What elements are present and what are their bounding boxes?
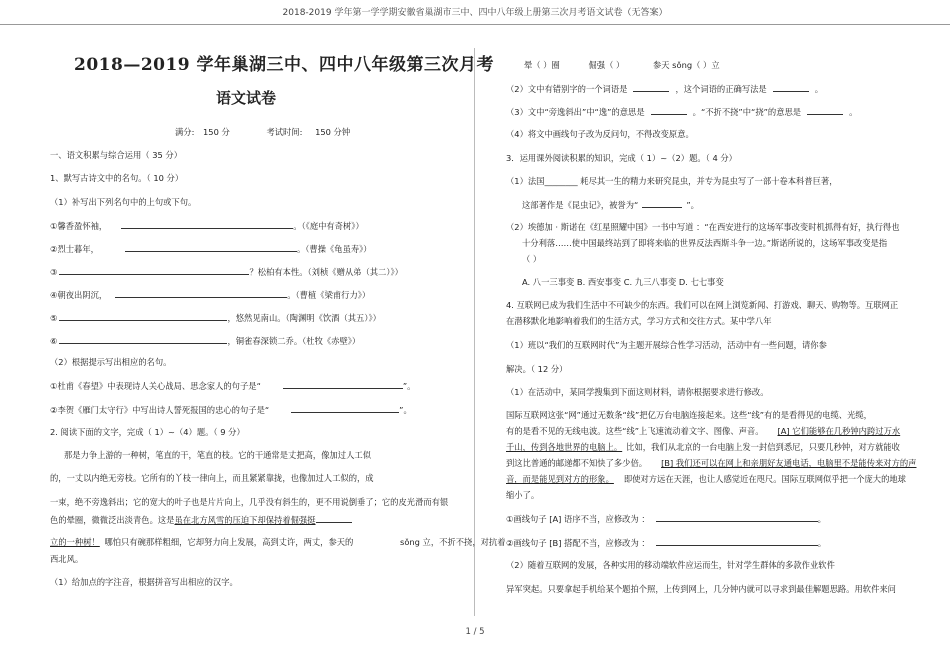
score-label: 满分: — [175, 127, 195, 137]
material-line-2: 有的是看不见的无线电波。这些“线”上飞速流动着文字、图像、声音。 [A] 它们能够在几秒钟内跨过万水 — [506, 426, 901, 436]
reading-line-5: 立的一种树！ 哪怕只有碗那样粗细，它却努力向上发展，高到丈许，两丈，参天的 sǒng 立，不折不挠，对抗着 — [50, 537, 506, 547]
answer-blank — [656, 513, 818, 522]
answer-blank — [656, 537, 818, 546]
right-q3-1: （1）法国________ 耗尽其一生的精力来研究昆虫，并专为昆虫写了一部十卷本科普巨著， — [506, 176, 838, 186]
poem-line-1: ①馨香盈怀袖， 。（《庭中有奇树》） — [50, 221, 364, 231]
right-q4-2b: 异军突起。只要拿起手机给某个题拍个照，上传到网上，几分钟内就可以寻求到最佳解题思路。用软件来问 — [506, 584, 896, 594]
answer-blank — [59, 312, 227, 321]
poem-line-4: ④朝夜出阴沉， 。（曹植《梁甫行力》） — [50, 290, 371, 300]
exam-title: 2018—2019 学年巢湖三中、四中八年级第三次月考 — [74, 55, 495, 75]
answer-blank — [633, 83, 669, 92]
revision-b: ②画线句子 [B] 搭配不当，应修改为 ： 。 — [506, 538, 826, 548]
right-q3-1b: 这部著作是《昆虫记》，被誉为“ ”。 — [522, 200, 699, 210]
right-q3-2c: （ ） — [522, 254, 542, 264]
right-q4-2: （2）随着互联网的发展，各种实用的移动端软件应运而生，针对学生群体的多款作业软件 — [506, 560, 835, 570]
answer-blank — [283, 380, 403, 389]
answer-blank — [125, 243, 297, 252]
reading-line-4: 色的晕圈，微微泛出淡青色。这是虽在北方风雪的压迫下却保持着倔强挺 — [50, 514, 352, 525]
poem-line-2: ②烈士暮年， 。（曹操《龟虽寿》） — [50, 244, 372, 254]
underlined-sentence-b: [B] 我们还可以在网上和亲朋好友通电话，电脑里不是能传来对方的声 — [661, 458, 917, 468]
material-line-1: 国际互联网这张“网”通过无数条“线”把亿万台电脑连接起来。这些“线”有的是看得见的电缆、光缆， — [506, 410, 872, 420]
answer-blank — [115, 289, 287, 298]
question-2-1: （1）给加点的字注音，根据拼音写出相应的汉字。 — [50, 577, 238, 587]
underlined-sentence-end: 立的一种树！ — [50, 537, 100, 547]
right-q3-options: A. 八一三事变 B. 西安事变 C. 九三八事变 D. 七七事变 — [522, 277, 724, 287]
answer-blank — [121, 220, 293, 229]
question-4b: 在潜移默化地影响着我们的生活方式，学习方式和交往方式。某中学八年 — [506, 316, 772, 326]
poem-line-6: ⑥ ，铜雀春深锁二乔。（杜牧《赤壁》） — [50, 336, 361, 346]
pinyin-row: 晕（ ）圈 倔强（ ） 参天 sǒng（ ）立 — [524, 60, 720, 70]
right-q2-2: （2）文中有错别字的一个词语是 ，这个词语的正确写法是 。 — [506, 84, 824, 94]
exam-subtitle: 语文试卷 — [216, 89, 277, 107]
answer-blank — [291, 404, 399, 413]
material-line-6: 缩小了。 — [506, 490, 540, 500]
reading-line-3: 一束，绝不旁逸斜出；它的宽大的叶子也是片片向上，几乎没有斜生的，更不用说倒垂了；它的皮光滑而有银 — [50, 497, 449, 507]
reading-line-6: 西北风。 — [50, 554, 84, 564]
exam-info — [175, 127, 350, 137]
underlined-sentence-a: [A] 它们能够在几秒钟内跨过万水 — [777, 426, 901, 436]
score-value: 150 分 — [203, 127, 230, 137]
question-1-2: （2）根据提示写出相应的名句。 — [50, 357, 172, 367]
answer-blank — [807, 106, 843, 115]
revision-a: ①画线句子 [A] 语序不当，应修改为 ： 。 — [506, 514, 826, 524]
right-q3-2b: 十分利落……使中国最终站到了即将来临的世界反法西斯斗争一边。”斯诺所说的，这场军事改变是指 — [522, 238, 888, 248]
poem-line-5: ⑤ ，悠然见南山。（陶渊明《饮酒（其五）》） — [50, 313, 381, 323]
material-line-3: 千山，传到各地世界的电脑上。 比如，我们从北京的一台电脑上发一封信到悉尼，只要几秒钟，对方就能收 — [506, 442, 900, 452]
material-line-5: 音，而是能见到对方的形象。 即使对方远在天涯，也让人感觉近在咫尺。国际互联网似乎把一个庞大的地球 — [506, 474, 906, 484]
header-text: 2018-2019 学年第一学学期安徽省巢湖市三中、四中八年级上册第三次月考语文试卷（无答案） — [282, 8, 668, 18]
right-q2-3: （3）文中“旁逸斜出”中“逸”的意思是 。“不折不挠”中“挠”的意思是 。 — [506, 107, 858, 117]
question-1: 1、默写古诗文中的名句。（ 10 分） — [50, 173, 184, 183]
answer-blank — [59, 266, 249, 275]
poem-line-3: ③ ？松柏有本性。（刘桢《赠从弟（其二）》） — [50, 267, 403, 277]
right-q2-4: （4）将文中画线句子改为反问句，不得改变原意。 — [506, 129, 694, 139]
page-number: 1 / 5 — [465, 627, 485, 637]
time-value: 150 分钟 — [315, 127, 351, 137]
question-4c: （1）班以“我们的互联网时代”为主题开展综合性学习活动，活动中有一些问题，请你参 — [506, 340, 827, 350]
answer-blank — [773, 83, 809, 92]
question-4d: 解决。（ 12 分） — [506, 364, 568, 374]
material-line-4: 到这比普通的邮递都不知快了多少倍。 [B] 我们还可以在网上和亲朋好友通电话，电脑里不是能传来对方的声 — [506, 458, 917, 468]
right-q4-1: （1）在活动中，某同学搜集到下面这则材料，请你根据要求进行修改。 — [506, 387, 769, 397]
right-q3-2: （2）埃德加 · 斯诺在《红星照耀中国》一书中写道 ：“在西安进行的这场军事改变时机抓得有好，执行得也 — [506, 222, 900, 232]
answer-blank — [59, 335, 227, 344]
answer-blank — [651, 106, 687, 115]
reading-line-1: 那是力争上游的一种树，笔直的干，笔直的枝。它的干通常是丈把高，像加过人工似 — [64, 450, 371, 460]
question-4: 4. 互联网已成为我们生活中不可缺少的东西。我们可以在网上浏览新闻、打游戏、聊天、购物等。互联网正 — [506, 300, 899, 310]
answer-blank — [642, 199, 682, 208]
question-2: 2. 阅读下面的文字，完成（ 1）~（4）题。（ 9 分） — [50, 427, 245, 437]
question-3: 3．运用课外阅读积累的知识，完成（ 1）~（2）题。（ 4 分） — [506, 153, 737, 163]
poem-line-8: ②李贺《雁门太守行》中写出诗人誓死报国的忠心的句子是“ ”。 — [50, 405, 412, 415]
question-1-1: （1）补写出下列名句中的上句或下句。 — [50, 197, 197, 207]
time-label: 考试时间: — [266, 127, 303, 137]
reading-line-2: 的，一丈以内绝无旁枝。它所有的丫枝一律向上，而且紧紧靠拢，也像加过人工似的，成 — [50, 473, 374, 483]
column-divider — [474, 48, 475, 616]
underlined-sentence: 虽在北方风雪的压迫下却保持着倔强挺 — [174, 515, 316, 525]
section-1-heading: 一、语文积累与综合运用（ 35 分） — [50, 150, 182, 160]
poem-line-7: ①杜甫《春望》中表现诗人关心战局、思念家人的句子是“ ”。 — [50, 381, 416, 391]
